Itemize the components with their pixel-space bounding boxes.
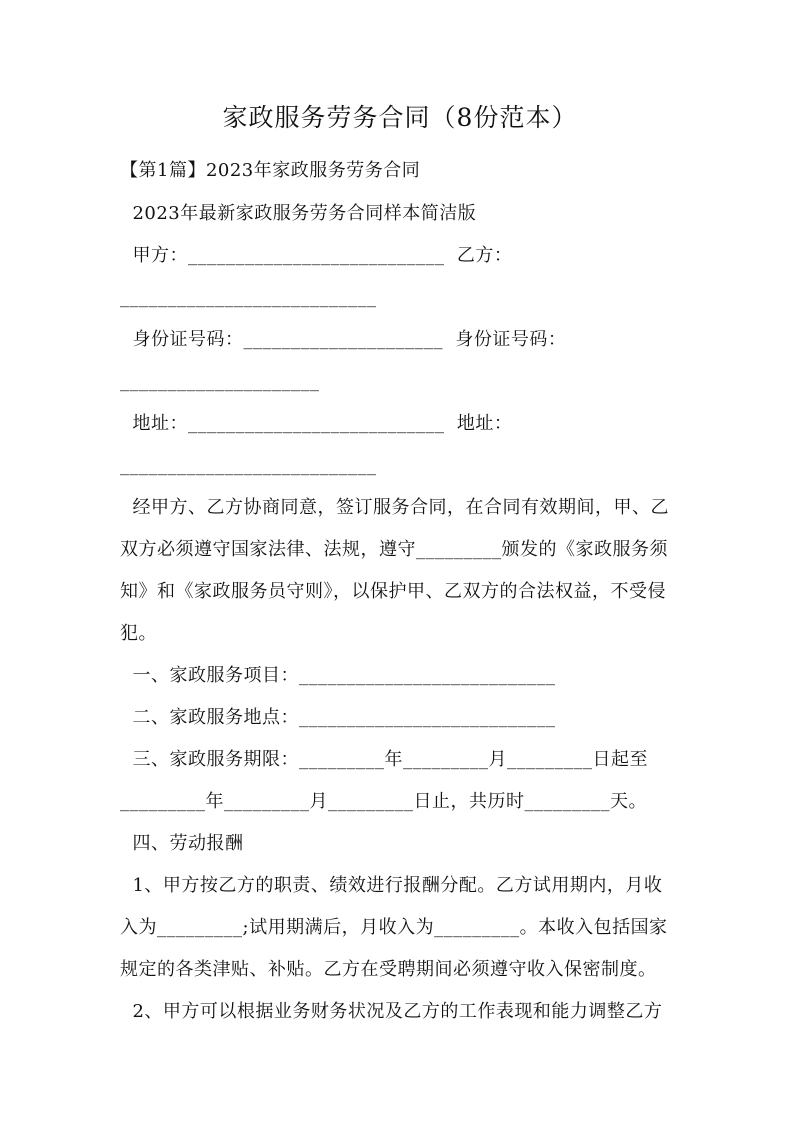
paragraph-line: 双方必须遵守国家法律、法规，遵守_________颁发的《家政服务须: [120, 539, 668, 560]
paragraph-line: 2、甲方可以根据业务财务状况及乙方的工作表现和能力调整乙方: [120, 1001, 663, 1022]
paragraph-line: 知》和《家政服务员守则》，以保护甲、乙双方的合法权益，不受侵: [120, 581, 666, 602]
party-line: 甲方：___________________________ 乙方：: [120, 245, 513, 266]
clause-line: 二、家政服务地点：___________________________: [120, 707, 556, 728]
clause-line: 三、家政服务期限：_________年_________月_________日起至: [120, 749, 648, 770]
id-number-line: 身份证号码：_____________________ 身份证号码：: [120, 329, 567, 350]
paragraph-line: 规定的各类津贴、补贴。乙方在受聘期间必须遵守收入保密制度。: [120, 959, 657, 980]
paragraph-line: 犯。: [120, 623, 157, 644]
document-title: 家政服务劳务合同（8份范本）: [222, 103, 578, 132]
blank-line: _____________________: [120, 371, 320, 392]
clause-line: 一、家政服务项目：___________________________: [120, 665, 556, 686]
blank-line: ___________________________: [120, 455, 377, 476]
section-heading: 【第1篇】2023年家政服务劳务合同: [120, 160, 421, 181]
subtitle-line: 2023年最新家政服务劳务合同样本简洁版: [120, 203, 477, 224]
blank-line: ___________________________: [120, 287, 377, 308]
address-line: 地址：___________________________ 地址：: [120, 413, 513, 434]
clause-line: _________年_________月_________日止，共历时_________天。: [120, 791, 647, 812]
paragraph-line: 经甲方、乙方协商同意，签订服务合同，在合同有效期间，甲、乙: [120, 497, 669, 518]
paragraph-line: 入为_________;试用期满后，月收入为_________。本收入包括国家: [120, 917, 668, 938]
clause-heading: 四、劳动报酬: [120, 833, 244, 854]
paragraph-line: 1、甲方按乙方的职责、绩效进行报酬分配。乙方试用期内，月收: [120, 875, 663, 896]
